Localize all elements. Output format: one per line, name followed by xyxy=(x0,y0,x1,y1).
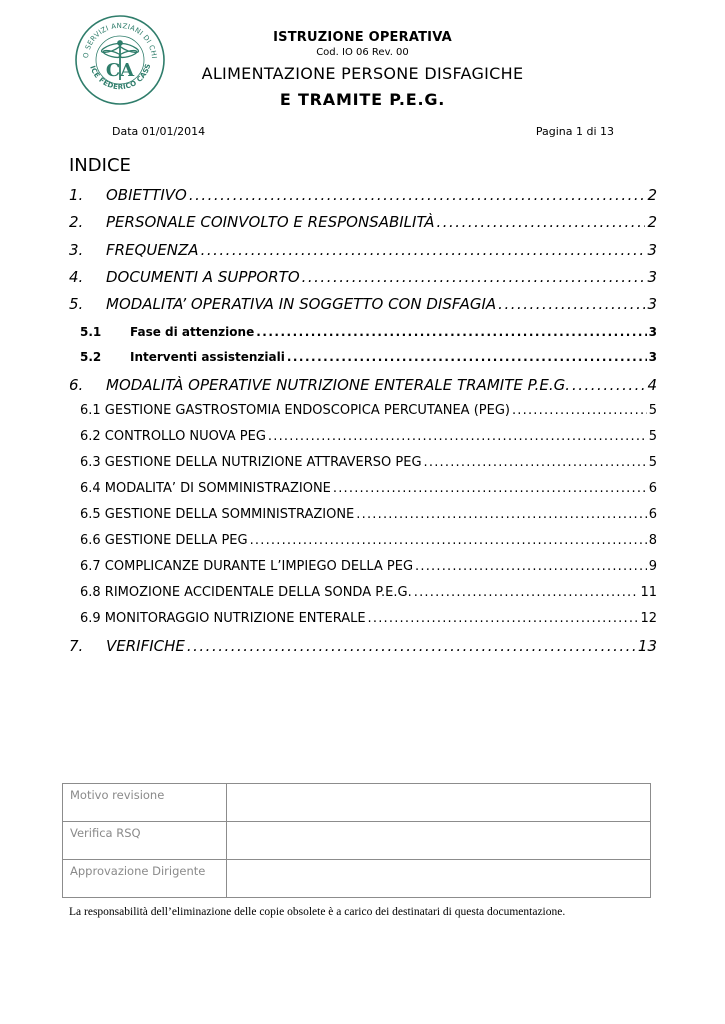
logo-text-bottom: ICE FEDERICO CASS xyxy=(88,62,153,92)
toc-dot-leader xyxy=(201,241,646,259)
index-title: INDICE xyxy=(69,155,131,176)
toc-entry-page: 11 xyxy=(640,585,657,600)
toc-entry[interactable] xyxy=(69,213,657,231)
toc-subentry[interactable] xyxy=(80,533,657,548)
toc-entry-page: 2 xyxy=(647,213,657,231)
toc-entry-page: 4 xyxy=(647,376,657,394)
logo-monogram: CA xyxy=(105,60,135,81)
toc-dot-leader xyxy=(415,559,647,574)
toc-dot-leader xyxy=(424,455,647,470)
toc-dot-leader xyxy=(287,350,647,364)
toc-entry-label: VERIFICHE xyxy=(106,637,185,655)
footer-note: La responsabilità dell’eliminazione delle copie obsolete è a carico dei destinatari di questa documentazione. xyxy=(69,906,566,918)
toc-entry-label: 6.5 GESTIONE DELLA SOMMINISTRAZIONE xyxy=(80,507,355,522)
toc-entry-page: 3 xyxy=(647,241,657,259)
toc-entry-page: 6 xyxy=(648,507,657,522)
toc-entry-label: 6.9 MONITORAGGIO NUTRIZIONE ENTERALE xyxy=(80,611,366,626)
toc-dot-leader xyxy=(189,186,646,204)
toc-dot-leader xyxy=(268,429,647,444)
rsq-check-label: Verifica RSQ xyxy=(63,822,227,860)
table-row xyxy=(63,860,651,898)
toc-subentry[interactable] xyxy=(80,585,657,600)
toc-entry-number: 5.2 xyxy=(80,350,102,364)
toc-dot-leader xyxy=(256,325,646,339)
toc-entry[interactable] xyxy=(69,241,657,259)
toc-entry-number: 3. xyxy=(69,241,84,259)
revision-table xyxy=(62,783,651,898)
toc-subentry[interactable] xyxy=(80,455,657,470)
table-row xyxy=(63,784,651,822)
revision-reason-label: Motivo revisione xyxy=(63,784,227,822)
toc-entry-label: 6.7 COMPLICANZE DURANTE L’IMPIEGO DELLA PEG xyxy=(80,559,414,574)
toc-entry-page: 13 xyxy=(637,637,657,655)
page-number: Pagina 1 di 13 xyxy=(535,125,614,138)
toc-dot-leader xyxy=(333,481,647,496)
toc-dot-leader xyxy=(498,295,645,313)
toc-entry-label: Interventi assistenziali xyxy=(130,350,285,364)
toc-subentry[interactable] xyxy=(80,559,657,574)
document-code: Cod. IO 06 Rev. 00 xyxy=(316,47,409,58)
document-date: Data 01/01/2014 xyxy=(112,125,206,138)
toc-entry-label: 6.8 RIMOZIONE ACCIDENTALE DELLA SONDA P.E.G. xyxy=(80,585,412,600)
toc-entry-label: 6.2 CONTROLLO NUOVA PEG xyxy=(80,429,266,444)
toc-entry-label: 6.3 GESTIONE DELLA NUTRIZIONE ATTRAVERSO PEG xyxy=(80,455,422,470)
document-type-title: ISTRUZIONE OPERATIVA xyxy=(273,30,452,45)
toc-entry-number: 2. xyxy=(69,213,84,231)
toc-dot-leader xyxy=(187,637,636,655)
toc-dot-leader xyxy=(250,533,647,548)
toc-entry-page: 3 xyxy=(647,268,657,286)
toc-entry-page: 3 xyxy=(648,325,657,339)
toc-entry-page: 5 xyxy=(648,403,657,418)
toc-subentry[interactable] xyxy=(80,429,657,444)
toc-dot-leader xyxy=(414,585,639,600)
toc-entry-label: DOCUMENTI A SUPPORTO xyxy=(106,268,300,286)
toc-dot-leader xyxy=(356,507,646,522)
toc-entry[interactable] xyxy=(69,376,657,394)
toc-entry-page: 6 xyxy=(648,481,657,496)
director-approval-value xyxy=(227,860,651,898)
toc-entry-page: 9 xyxy=(648,559,657,574)
toc-dot-leader xyxy=(572,376,645,394)
toc-entry-number: 5. xyxy=(69,295,84,313)
document-main-title-line2: E TRAMITE P.E.G. xyxy=(279,90,446,109)
toc-entry-label: MODALITÀ OPERATIVE NUTRIZIONE ENTERALE TRAMITE P.E.G. xyxy=(106,376,570,394)
toc-entry-number: 1. xyxy=(69,186,84,204)
toc-entry[interactable] xyxy=(69,295,657,313)
toc-entry-page: 2 xyxy=(647,186,657,204)
logo xyxy=(74,14,166,106)
document-main-title: ALIMENTAZIONE PERSONE DISFAGICHE xyxy=(201,64,524,83)
toc-subentry[interactable] xyxy=(80,507,657,522)
toc-entry-label: MODALITA’ OPERATIVA IN SOGGETTO CON DISFAGIA xyxy=(106,295,497,313)
toc-entry-label: OBIETTIVO xyxy=(106,186,187,204)
toc-entry-page: 5 xyxy=(648,429,657,444)
table-row xyxy=(63,822,651,860)
toc-entry-number: 6. xyxy=(69,376,84,394)
toc-entry-label: 6.1 GESTIONE GASTROSTOMIA ENDOSCOPICA PERCUTANEA (PEG) xyxy=(80,403,510,418)
dragonfly-logo-icon xyxy=(74,14,166,106)
rsq-check-value xyxy=(227,822,651,860)
toc-entry[interactable] xyxy=(69,637,657,655)
toc-entry-number: 4. xyxy=(69,268,84,286)
toc-entry-page: 5 xyxy=(648,455,657,470)
toc-subentry[interactable] xyxy=(80,350,657,364)
toc-entry-label: 6.4 MODALITA’ DI SOMMINISTRAZIONE xyxy=(80,481,331,496)
toc-entry-label: FREQUENZA xyxy=(106,241,199,259)
toc-entry-label: 6.6 GESTIONE DELLA PEG xyxy=(80,533,248,548)
toc-dot-leader xyxy=(302,268,646,286)
toc-dot-leader xyxy=(512,403,647,418)
toc-entry-page: 12 xyxy=(640,611,657,626)
toc-entry[interactable] xyxy=(69,268,657,286)
toc-dot-leader xyxy=(368,611,639,626)
toc-entry-label: PERSONALE COINVOLTO E RESPONSABILITÀ xyxy=(106,213,435,231)
toc-subentry[interactable] xyxy=(80,481,657,496)
toc-entry-number: 5.1 xyxy=(80,325,102,339)
toc-entry-page: 8 xyxy=(648,533,657,548)
revision-reason-value xyxy=(227,784,651,822)
director-approval-label: Approvazione Dirigente xyxy=(63,860,227,898)
toc-entry-number: 7. xyxy=(69,637,84,655)
toc-dot-leader xyxy=(437,213,646,231)
toc-subentry[interactable] xyxy=(80,611,657,626)
toc-entry-page: 3 xyxy=(647,295,657,313)
toc-entry[interactable] xyxy=(69,186,657,204)
toc-entry-label: Fase di attenzione xyxy=(130,325,255,339)
toc-subentry[interactable] xyxy=(80,325,657,339)
toc-subentry[interactable] xyxy=(80,403,657,418)
toc-entry-page: 3 xyxy=(648,350,657,364)
logo-text-top: O SERVIZI ANZIANI DI CHI xyxy=(81,21,158,60)
